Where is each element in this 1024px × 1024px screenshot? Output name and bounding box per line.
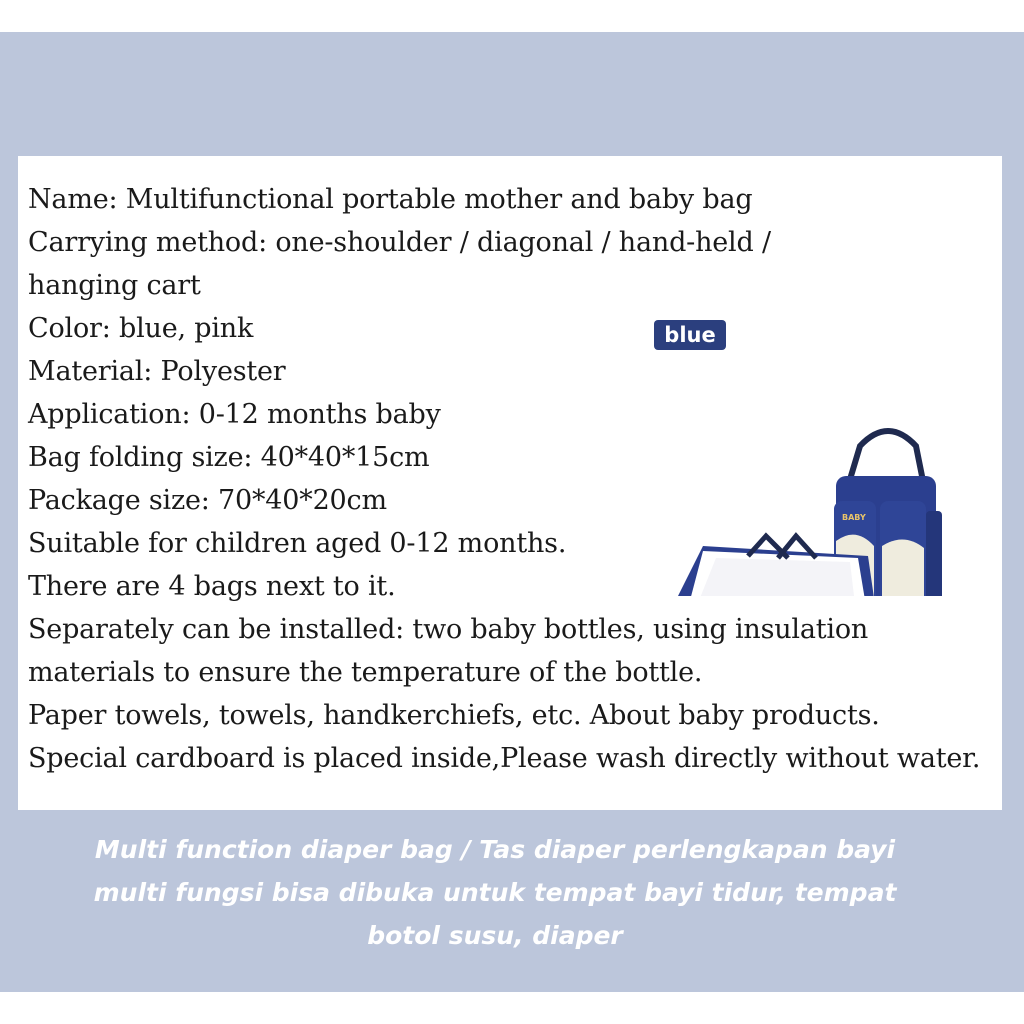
spec-installation-cont: materials to ensure the temperature of the bottle. [28,657,703,688]
spec-washing: Special cardboard is placed inside,Please wash directly without water. [28,743,981,774]
caption-text [20,828,970,957]
spec-accessories: Paper towels, towels, handkerchiefs, etc. About baby products. [28,700,880,731]
caption-line-1: Multi function diaper bag / Tas diaper perlengkapan bayi [94,835,896,864]
spec-installation: Separately can be installed: two baby bottles, using insulation [28,614,869,645]
product-image [648,296,978,596]
color-badge-blue: blue [654,320,726,350]
spec-folding-size: Bag folding size: 40*40*15cm [28,442,430,473]
bag-brand-label: BABY [842,513,866,522]
spec-package-size: Package size: 70*40*20cm [28,485,387,516]
spec-suitable-age: Suitable for children aged 0-12 months. [28,528,567,559]
spec-side-bags: There are 4 bags next to it. [28,571,396,602]
spec-application: Application: 0-12 months baby [28,399,441,430]
caption-line-3: botol susu, diaper [367,921,623,950]
spec-name: Name: Multifunctional portable mother and baby bag [28,184,753,215]
product-info-card [18,156,1002,810]
caption-line-2: multi fungsi bisa dibuka untuk tempat bayi tidur, tempat [93,878,897,907]
spec-carrying-method-cont: hanging cart [28,270,201,301]
spec-color: Color: blue, pink [28,313,254,344]
spec-material: Material: Polyester [28,356,286,387]
spec-carrying-method: Carrying method: one-shoulder / diagonal / hand-held / [28,227,771,258]
